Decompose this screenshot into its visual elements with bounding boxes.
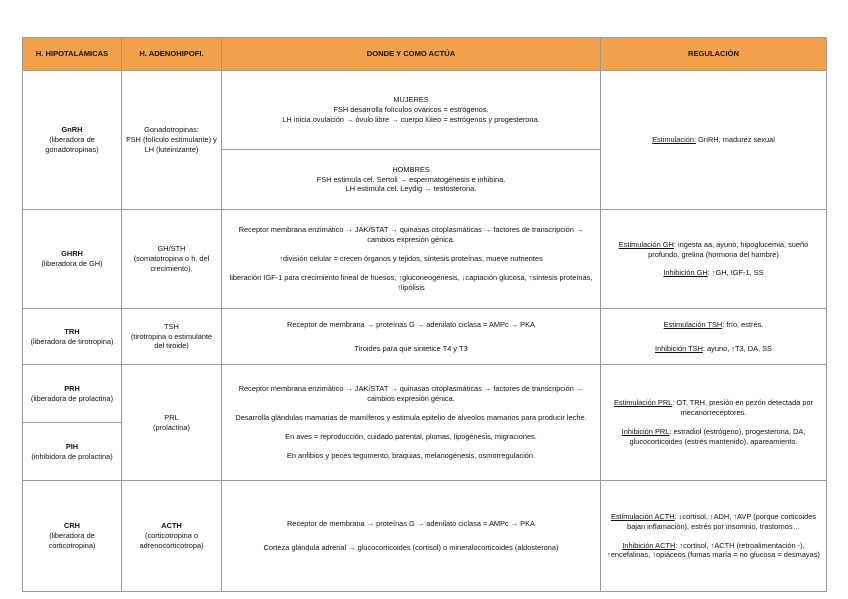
gnrh-desc: (liberadora de gonadotropinas) (45, 135, 99, 154)
trh-stim-label: Estimulación TSH (663, 319, 723, 329)
prl-action-line: Desarrolla glándulas mamarias de mamíferos y estimula epitelio de alveolos mamarios para producir leche. (235, 413, 587, 423)
prl-adeno-cell (122, 365, 222, 481)
trh-action-line: Receptor de membrana → proteínas G → adenilato ciclasa = AMPc → PKA (287, 319, 535, 329)
header-donde-como-actua: DONDE Y COMO ACTÚA (222, 38, 601, 71)
prl-inh-label: Inhibición PRL (621, 427, 670, 436)
pih-desc: (inhibidora de prolactina) (31, 451, 113, 461)
trh-adeno-name: TSH (164, 321, 179, 331)
gnrh-name: GnRH (61, 125, 83, 135)
crh-stim-text: : ↓cortisol, ↑ADH, ↑AVP (porque corticoides bajan inflamación), estrés por insomnio, trastornos… (627, 511, 817, 531)
table-row-gnrh (23, 71, 827, 150)
ghrh-adeno-name: GH/STH (157, 244, 186, 254)
trh-name: TRH (64, 326, 80, 336)
prl-stim-text: : OT, TRH, presión en pezón detectada por mecanorreceptores. (672, 398, 814, 418)
hormone-table (22, 37, 827, 592)
crh-hypo-cell (23, 481, 122, 592)
ghrh-stim-label: Estimulación GH (618, 239, 674, 249)
prl-action-line: Receptor membrana enzimático → JAK/STAT → quinasas citoplasmáticas → factores de transcripción → cambios expresión génica. (238, 384, 584, 404)
header-regulacion: REGULACIÓN (601, 38, 827, 71)
table-row-crh (23, 481, 827, 592)
prl-action-line: En anfibios y peces tegumento, braquias, melanogénesis, osmorregulación. (286, 450, 536, 460)
gnrh-hypo-cell (23, 71, 122, 210)
trh-action-cell (222, 309, 601, 365)
ghrh-inh-label: Inhibición GH (663, 268, 708, 278)
trh-adeno-desc: (tirotropina o estimulante del tiroide) (130, 331, 213, 351)
gnrh-hombres-cell (222, 150, 601, 210)
header-row (23, 38, 827, 71)
crh-name: CRH (63, 521, 80, 531)
ghrh-stim-text: : ingesta aa, ayuno, hipoglucemia, sueño profundo, grelina (hormona del hambre) (648, 239, 809, 259)
table-row-trh (23, 309, 827, 365)
trh-hypo-cell (23, 309, 122, 365)
ghrh-inh-text: : ↑GH, IGF-1, SS (707, 268, 764, 278)
prl-action-cell (222, 365, 601, 481)
table-row-ghrh (23, 210, 827, 309)
prh-name: PRH (64, 383, 80, 393)
gnrh-adeno-name: Gonadotropinas: (144, 125, 199, 135)
prh-desc: (liberadora de prolactina) (30, 393, 114, 403)
crh-action-cell (222, 481, 601, 592)
gnrh-adeno-cell (122, 71, 222, 210)
crh-stim-label: Estimulación ACTH (610, 511, 675, 521)
trh-stim-text: : frío, estrés. (722, 319, 764, 329)
prl-adeno-desc: (prolactina) (153, 422, 190, 432)
trh-desc: (liberadora de tirotropina) (30, 336, 114, 346)
crh-action-line: Receptor de membrana → proteínas G → adenilato ciclasa = AMPc → PKA (287, 519, 535, 529)
ghrh-regulation-cell (601, 210, 827, 309)
hombres-line: LH estimula cel. Leydig → testosterona. (345, 184, 477, 194)
trh-regulation-cell (601, 309, 827, 365)
hombres-title: HOMBRES (392, 164, 430, 174)
crh-adeno-cell (122, 481, 222, 592)
prl-adeno-name: PRL (164, 412, 179, 422)
trh-action-line: Tiroides para que sintetice T4 y T3 (354, 343, 468, 353)
ghrh-desc: (liberadora de GH) (41, 259, 103, 268)
crh-adeno-desc: (corticotropina o adrenocorticotropa) (139, 531, 204, 550)
ghrh-adeno-cell (122, 210, 222, 309)
gnrh-stim-text: GnRH, madurez sexual (696, 135, 775, 145)
pih-hypo-cell (23, 423, 122, 481)
gnrh-stim-label: Estimulación: (652, 135, 697, 145)
prl-action-line: En aves = reproducción, cuidado parental, plumas, lipogénesis, migraciones. (285, 431, 537, 441)
trh-adeno-cell (122, 309, 222, 365)
crh-adeno-name: ACTH (161, 521, 182, 531)
prl-stim-label: Estimulación PRL (613, 398, 673, 408)
header-hipotalamicas: H. HIPOTALÁMICAS (23, 38, 122, 71)
trh-inh-label: Inhibición TSH (655, 343, 703, 353)
prl-regulation-cell (601, 365, 827, 481)
ghrh-action-line: liberación IGF-1 para crecimiento lineal de huesos, ↑gluconeogénesis, ↓captación glucosa, ↑síntesis proteínas, ↑lipólisis (229, 272, 593, 292)
crh-inh-label: Inhibición ACTH (622, 540, 676, 550)
mujeres-line: LH inicia ovulación → óvulo libre → cuerpo lúteo = estrógenos y progesterona. (282, 114, 540, 124)
ghrh-action-line: ↑división celular = crecen órganos y tejidos, síntesis proteínas, mueve nutrientes (279, 254, 543, 264)
gnrh-regulation-cell (601, 71, 827, 210)
crh-desc: (liberadora de corticotropina) (48, 531, 96, 550)
prl-inh-text: : estradiol (estrógeno), progesterona, DA, glucocorticoides (estrés mantenido), apareamiento. (629, 427, 806, 446)
gnrh-mujeres-cell (222, 71, 601, 150)
ghrh-action-line: Receptor membrana enzimático → JAK/STAT → quinasas citoplasmáticas → factores de transcripción → cambios expresión génica. (238, 225, 584, 245)
pih-name: PIH (65, 441, 79, 451)
mujeres-line: FSH desarrolla folículos ováricos = estrógenos. (333, 105, 489, 115)
prh-hypo-cell (23, 365, 122, 423)
crh-regulation-cell (601, 481, 827, 592)
trh-inh-text: : ayuno, ↑T3, DA, SS (702, 343, 772, 353)
gnrh-adeno-desc: FSH (folículo estimulante) y LH (luteinizante) (126, 135, 217, 154)
header-adenohipofi: H. ADENOHIPOFI. (122, 38, 222, 71)
ghrh-action-cell (222, 210, 601, 309)
ghrh-adeno-desc: (somatotropina o h. del crecimiento). (133, 254, 210, 273)
ghrh-name: GHRH (61, 249, 83, 259)
table-row-prh (23, 365, 827, 423)
mujeres-title: MUJERES (393, 95, 429, 105)
hombres-line: FSH estimula cel. Sertoli → espermatogénesis e inhibina. (316, 174, 506, 184)
crh-action-line: Corteza glándula adrenal → glucocorticoides (cortisol) o mineralocorticoides (aldosterona) (263, 543, 559, 552)
ghrh-hypo-cell (23, 210, 122, 309)
crh-inh-text: : ↑cortisol, ↑ACTH (retroalimentación -), ↑encefalinas, ↑opiáceos (fumas maría = no glucosa = desmayas) (607, 540, 820, 560)
